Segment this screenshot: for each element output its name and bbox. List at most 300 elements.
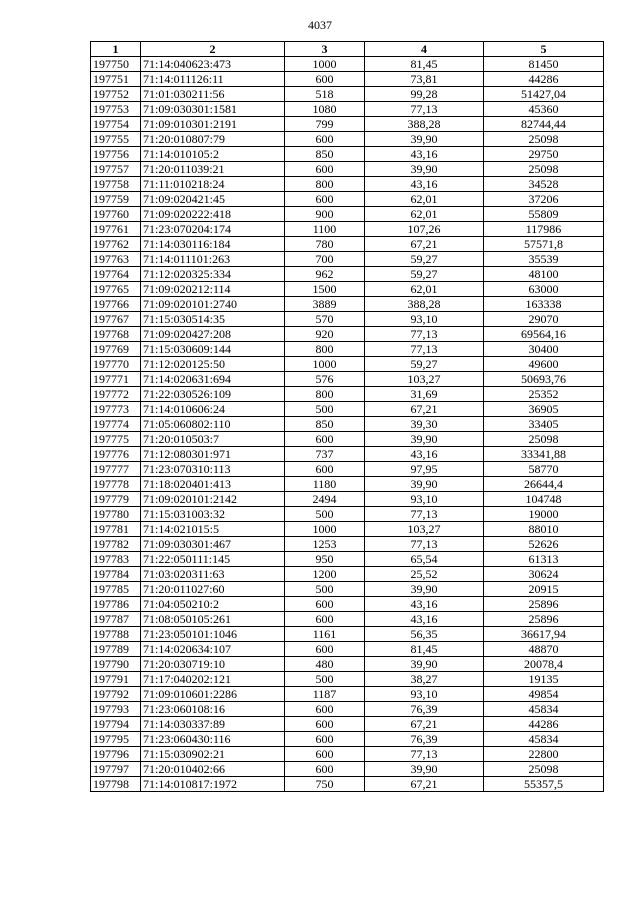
- cadastral-number-cell: 71:14:011126:11: [141, 72, 285, 87]
- area-cell: 570: [285, 312, 365, 327]
- amount-cell: 25896: [484, 597, 604, 612]
- table-row: [91, 57, 604, 72]
- rate-cell: 81,45: [365, 642, 484, 657]
- table-row: [91, 747, 604, 762]
- cadastral-number-cell: 71:01:030211:56: [141, 87, 285, 102]
- amount-cell: 19000: [484, 507, 604, 522]
- area-cell: 600: [285, 132, 365, 147]
- amount-cell: 49600: [484, 357, 604, 372]
- row-number-cell: 197789: [91, 642, 141, 657]
- table-row: [91, 672, 604, 687]
- amount-cell: 63000: [484, 282, 604, 297]
- cadastral-number-cell: 71:14:020631:694: [141, 372, 285, 387]
- rate-cell: 388,28: [365, 117, 484, 132]
- row-number-cell: 197797: [91, 762, 141, 777]
- table-row: [91, 162, 604, 177]
- row-number-cell: 197792: [91, 687, 141, 702]
- cadastral-number-cell: 71:14:010105:2: [141, 147, 285, 162]
- area-cell: 1253: [285, 537, 365, 552]
- cadastral-number-cell: 71:14:011101:263: [141, 252, 285, 267]
- row-number-cell: 197773: [91, 402, 141, 417]
- table-row: [91, 147, 604, 162]
- rate-cell: 93,10: [365, 312, 484, 327]
- table-row: [91, 777, 604, 792]
- row-number-cell: 197791: [91, 672, 141, 687]
- table-row: [91, 372, 604, 387]
- cadastral-number-cell: 71:23:050101:1046: [141, 627, 285, 642]
- amount-cell: 45834: [484, 702, 604, 717]
- area-cell: 576: [285, 372, 365, 387]
- table-row: [91, 342, 604, 357]
- area-cell: 3889: [285, 297, 365, 312]
- amount-cell: 52626: [484, 537, 604, 552]
- rate-cell: 43,16: [365, 177, 484, 192]
- rate-cell: 43,16: [365, 612, 484, 627]
- amount-cell: 19135: [484, 672, 604, 687]
- cadastral-number-cell: 71:20:010807:79: [141, 132, 285, 147]
- cadastral-number-cell: 71:20:030719:10: [141, 657, 285, 672]
- table-row: [91, 177, 604, 192]
- cadastral-number-cell: 71:20:011039:21: [141, 162, 285, 177]
- table-row: [91, 462, 604, 477]
- table-row: [91, 102, 604, 117]
- row-number-cell: 197795: [91, 732, 141, 747]
- amount-cell: 81450: [484, 57, 604, 72]
- rate-cell: 67,21: [365, 402, 484, 417]
- rate-cell: 93,10: [365, 492, 484, 507]
- rate-cell: 76,39: [365, 732, 484, 747]
- rate-cell: 81,45: [365, 57, 484, 72]
- amount-cell: 25098: [484, 132, 604, 147]
- row-number-cell: 197779: [91, 492, 141, 507]
- row-number-cell: 197796: [91, 747, 141, 762]
- area-cell: 500: [285, 402, 365, 417]
- cadastral-number-cell: 71:14:010817:1972: [141, 777, 285, 792]
- area-cell: 600: [285, 747, 365, 762]
- row-number-cell: 197767: [91, 312, 141, 327]
- amount-cell: 69564,16: [484, 327, 604, 342]
- area-cell: 600: [285, 432, 365, 447]
- row-number-cell: 197788: [91, 627, 141, 642]
- table-row: [91, 192, 604, 207]
- cadastral-number-cell: 71:20:011027:60: [141, 582, 285, 597]
- row-number-cell: 197787: [91, 612, 141, 627]
- rate-cell: 39,90: [365, 582, 484, 597]
- rate-cell: 67,21: [365, 717, 484, 732]
- row-number-cell: 197764: [91, 267, 141, 282]
- column-header-1: 1: [91, 42, 141, 57]
- amount-cell: 33405: [484, 417, 604, 432]
- amount-cell: 50693,76: [484, 372, 604, 387]
- cadastral-number-cell: 71:08:050105:261: [141, 612, 285, 627]
- row-number-cell: 197786: [91, 597, 141, 612]
- table-row: [91, 387, 604, 402]
- row-number-cell: 197775: [91, 432, 141, 447]
- amount-cell: 61313: [484, 552, 604, 567]
- table-row: [91, 237, 604, 252]
- area-cell: 600: [285, 462, 365, 477]
- row-number-cell: 197771: [91, 372, 141, 387]
- row-number-cell: 197765: [91, 282, 141, 297]
- area-cell: 1180: [285, 477, 365, 492]
- amount-cell: 37206: [484, 192, 604, 207]
- table-row: [91, 417, 604, 432]
- column-header-5: 5: [484, 42, 604, 57]
- rate-cell: 103,27: [365, 522, 484, 537]
- row-number-cell: 197750: [91, 57, 141, 72]
- cadastral-number-cell: 71:12:020125:50: [141, 357, 285, 372]
- cadastral-number-cell: 71:09:010601:2286: [141, 687, 285, 702]
- amount-cell: 25098: [484, 762, 604, 777]
- cadastral-number-cell: 71:14:030116:184: [141, 237, 285, 252]
- cadastral-number-cell: 71:09:020427:208: [141, 327, 285, 342]
- column-header-3: 3: [285, 42, 365, 57]
- amount-cell: 30624: [484, 567, 604, 582]
- cadastral-number-cell: 71:14:020634:107: [141, 642, 285, 657]
- rate-cell: 39,90: [365, 162, 484, 177]
- table-row: [91, 642, 604, 657]
- row-number-cell: 197783: [91, 552, 141, 567]
- amount-cell: 44286: [484, 717, 604, 732]
- amount-cell: 44286: [484, 72, 604, 87]
- row-number-cell: 197754: [91, 117, 141, 132]
- table-row: [91, 567, 604, 582]
- rate-cell: 77,13: [365, 327, 484, 342]
- table-row: [91, 762, 604, 777]
- area-cell: 600: [285, 162, 365, 177]
- cadastral-number-cell: 71:14:021015:5: [141, 522, 285, 537]
- cadastral-number-cell: 71:22:030526:109: [141, 387, 285, 402]
- amount-cell: 163338: [484, 297, 604, 312]
- row-number-cell: 197768: [91, 327, 141, 342]
- row-number-cell: 197793: [91, 702, 141, 717]
- cadastral-number-cell: 71:03:020311:63: [141, 567, 285, 582]
- table-row: [91, 267, 604, 282]
- rate-cell: 67,21: [365, 777, 484, 792]
- table-row: [91, 597, 604, 612]
- area-cell: 600: [285, 762, 365, 777]
- cadastral-number-cell: 71:18:020401:413: [141, 477, 285, 492]
- header-row: [91, 42, 604, 57]
- rate-cell: 59,27: [365, 252, 484, 267]
- area-cell: 600: [285, 702, 365, 717]
- area-cell: 950: [285, 552, 365, 567]
- rate-cell: 39,90: [365, 477, 484, 492]
- amount-cell: 22800: [484, 747, 604, 762]
- area-cell: 962: [285, 267, 365, 282]
- row-number-cell: 197757: [91, 162, 141, 177]
- rate-cell: 59,27: [365, 357, 484, 372]
- table-row: [91, 327, 604, 342]
- area-cell: 480: [285, 657, 365, 672]
- cadastral-number-cell: 71:15:030609:144: [141, 342, 285, 357]
- area-cell: 737: [285, 447, 365, 462]
- row-number-cell: 197782: [91, 537, 141, 552]
- amount-cell: 82744,44: [484, 117, 604, 132]
- rate-cell: 59,27: [365, 267, 484, 282]
- cadastral-number-cell: 71:23:060430:116: [141, 732, 285, 747]
- rate-cell: 39,90: [365, 657, 484, 672]
- cadastral-number-cell: 71:12:020325:334: [141, 267, 285, 282]
- table-row: [91, 702, 604, 717]
- rate-cell: 77,13: [365, 342, 484, 357]
- page-number: 4037: [308, 18, 332, 32]
- rate-cell: 77,13: [365, 537, 484, 552]
- amount-cell: 55809: [484, 207, 604, 222]
- row-number-cell: 197790: [91, 657, 141, 672]
- rate-cell: 39,90: [365, 762, 484, 777]
- cadastral-number-cell: 71:20:010402:66: [141, 762, 285, 777]
- row-number-cell: 197776: [91, 447, 141, 462]
- amount-cell: 45360: [484, 102, 604, 117]
- rate-cell: 43,16: [365, 597, 484, 612]
- row-number-cell: 197777: [91, 462, 141, 477]
- rate-cell: 99,28: [365, 87, 484, 102]
- cadastral-number-cell: 71:09:030301:467: [141, 537, 285, 552]
- row-number-cell: 197774: [91, 417, 141, 432]
- cadastral-number-cell: 71:15:030902:21: [141, 747, 285, 762]
- cadastral-number-cell: 71:12:080301:971: [141, 447, 285, 462]
- area-cell: 800: [285, 387, 365, 402]
- area-cell: 1187: [285, 687, 365, 702]
- amount-cell: 58770: [484, 462, 604, 477]
- cadastral-number-cell: 71:14:040623:473: [141, 57, 285, 72]
- row-number-cell: 197766: [91, 297, 141, 312]
- amount-cell: 29070: [484, 312, 604, 327]
- cadastral-number-cell: 71:09:020212:114: [141, 282, 285, 297]
- column-header-2: 2: [141, 42, 285, 57]
- amount-cell: 20915: [484, 582, 604, 597]
- table-row: [91, 477, 604, 492]
- amount-cell: 48870: [484, 642, 604, 657]
- cadastral-number-cell: 71:17:040202:121: [141, 672, 285, 687]
- area-cell: 500: [285, 507, 365, 522]
- row-number-cell: 197752: [91, 87, 141, 102]
- table-row: [91, 582, 604, 597]
- area-cell: 799: [285, 117, 365, 132]
- table-row: [91, 507, 604, 522]
- cadastral-number-cell: 71:14:010606:24: [141, 402, 285, 417]
- row-number-cell: 197770: [91, 357, 141, 372]
- amount-cell: 25896: [484, 612, 604, 627]
- area-cell: 1080: [285, 102, 365, 117]
- row-number-cell: 197755: [91, 132, 141, 147]
- cadastral-number-cell: 71:22:050111:145: [141, 552, 285, 567]
- row-number-cell: 197772: [91, 387, 141, 402]
- table-row: [91, 432, 604, 447]
- cadastral-number-cell: 71:23:060108:16: [141, 702, 285, 717]
- rate-cell: 62,01: [365, 192, 484, 207]
- area-cell: 600: [285, 717, 365, 732]
- area-cell: 600: [285, 612, 365, 627]
- area-cell: 1000: [285, 522, 365, 537]
- rate-cell: 62,01: [365, 282, 484, 297]
- cadastral-number-cell: 71:09:020101:2740: [141, 297, 285, 312]
- table-row: [91, 282, 604, 297]
- amount-cell: 29750: [484, 147, 604, 162]
- table-row: [91, 687, 604, 702]
- rate-cell: 25,52: [365, 567, 484, 582]
- rate-cell: 93,10: [365, 687, 484, 702]
- area-cell: 780: [285, 237, 365, 252]
- cadastral-number-cell: 71:23:070310:113: [141, 462, 285, 477]
- rate-cell: 56,35: [365, 627, 484, 642]
- table-row: [91, 447, 604, 462]
- rate-cell: 39,30: [365, 417, 484, 432]
- row-number-cell: 197778: [91, 477, 141, 492]
- row-number-cell: 197780: [91, 507, 141, 522]
- rate-cell: 65,54: [365, 552, 484, 567]
- row-number-cell: 197763: [91, 252, 141, 267]
- rate-cell: 73,81: [365, 72, 484, 87]
- area-cell: 600: [285, 72, 365, 87]
- row-number-cell: 197751: [91, 72, 141, 87]
- rate-cell: 77,13: [365, 507, 484, 522]
- cadastral-number-cell: 71:15:030514:35: [141, 312, 285, 327]
- row-number-cell: 197785: [91, 582, 141, 597]
- area-cell: 1100: [285, 222, 365, 237]
- table-row: [91, 357, 604, 372]
- table-row: [91, 612, 604, 627]
- amount-cell: 36905: [484, 402, 604, 417]
- area-cell: 1000: [285, 357, 365, 372]
- amount-cell: 25352: [484, 387, 604, 402]
- rate-cell: 103,27: [365, 372, 484, 387]
- rate-cell: 388,28: [365, 297, 484, 312]
- area-cell: 920: [285, 327, 365, 342]
- column-header-4: 4: [365, 42, 484, 57]
- table-row: [91, 657, 604, 672]
- area-cell: 600: [285, 192, 365, 207]
- area-cell: 518: [285, 87, 365, 102]
- amount-cell: 34528: [484, 177, 604, 192]
- cadastral-number-cell: 71:20:010503:7: [141, 432, 285, 447]
- row-number-cell: 197798: [91, 777, 141, 792]
- area-cell: 1161: [285, 627, 365, 642]
- table-row: [91, 402, 604, 417]
- rate-cell: 43,16: [365, 147, 484, 162]
- rate-cell: 43,16: [365, 447, 484, 462]
- cadastral-number-cell: 71:14:030337:89: [141, 717, 285, 732]
- area-cell: 750: [285, 777, 365, 792]
- row-number-cell: 197761: [91, 222, 141, 237]
- table-row: [91, 132, 604, 147]
- cadastral-number-cell: 71:09:020222:418: [141, 207, 285, 222]
- amount-cell: 88010: [484, 522, 604, 537]
- table-row: [91, 87, 604, 102]
- rate-cell: 31,69: [365, 387, 484, 402]
- amount-cell: 49854: [484, 687, 604, 702]
- row-number-cell: 197784: [91, 567, 141, 582]
- cadastral-number-cell: 71:11:010218:24: [141, 177, 285, 192]
- rate-cell: 38,27: [365, 672, 484, 687]
- area-cell: 600: [285, 732, 365, 747]
- rate-cell: 97,95: [365, 462, 484, 477]
- area-cell: 500: [285, 582, 365, 597]
- row-number-cell: 197781: [91, 522, 141, 537]
- row-number-cell: 197794: [91, 717, 141, 732]
- cadastral-number-cell: 71:05:060802:110: [141, 417, 285, 432]
- rate-cell: 77,13: [365, 747, 484, 762]
- table-row: [91, 312, 604, 327]
- amount-cell: 30400: [484, 342, 604, 357]
- table-row: [91, 627, 604, 642]
- area-cell: 700: [285, 252, 365, 267]
- rate-cell: 107,26: [365, 222, 484, 237]
- area-cell: 850: [285, 147, 365, 162]
- amount-cell: 55357,5: [484, 777, 604, 792]
- rate-cell: 62,01: [365, 207, 484, 222]
- amount-cell: 26644,4: [484, 477, 604, 492]
- rate-cell: 39,90: [365, 432, 484, 447]
- amount-cell: 117986: [484, 222, 604, 237]
- amount-cell: 57571,8: [484, 237, 604, 252]
- amount-cell: 36617,94: [484, 627, 604, 642]
- area-cell: 1000: [285, 57, 365, 72]
- area-cell: 1200: [285, 567, 365, 582]
- amount-cell: 25098: [484, 432, 604, 447]
- table-row: [91, 117, 604, 132]
- table-row: [91, 72, 604, 87]
- cadastral-number-cell: 71:09:020421:45: [141, 192, 285, 207]
- area-cell: 800: [285, 177, 365, 192]
- table-row: [91, 222, 604, 237]
- row-number-cell: 197760: [91, 207, 141, 222]
- rate-cell: 39,90: [365, 132, 484, 147]
- cadastral-number-cell: 71:09:010301:2191: [141, 117, 285, 132]
- data-table: [90, 41, 604, 792]
- amount-cell: 51427,04: [484, 87, 604, 102]
- table-row: [91, 297, 604, 312]
- rate-cell: 77,13: [365, 102, 484, 117]
- table-row: [91, 492, 604, 507]
- cadastral-number-cell: 71:04:050210:2: [141, 597, 285, 612]
- table-row: [91, 717, 604, 732]
- amount-cell: 33341,88: [484, 447, 604, 462]
- amount-cell: 25098: [484, 162, 604, 177]
- area-cell: 600: [285, 642, 365, 657]
- table-row: [91, 522, 604, 537]
- row-number-cell: 197758: [91, 177, 141, 192]
- table-row: [91, 732, 604, 747]
- cadastral-number-cell: 71:09:020101:2142: [141, 492, 285, 507]
- row-number-cell: 197762: [91, 237, 141, 252]
- area-cell: 600: [285, 597, 365, 612]
- area-cell: 900: [285, 207, 365, 222]
- row-number-cell: 197756: [91, 147, 141, 162]
- area-cell: 850: [285, 417, 365, 432]
- amount-cell: 20078,4: [484, 657, 604, 672]
- row-number-cell: 197759: [91, 192, 141, 207]
- area-cell: 800: [285, 342, 365, 357]
- area-cell: 2494: [285, 492, 365, 507]
- cadastral-number-cell: 71:09:030301:1581: [141, 102, 285, 117]
- rate-cell: 67,21: [365, 237, 484, 252]
- table-row: [91, 207, 604, 222]
- row-number-cell: 197753: [91, 102, 141, 117]
- area-cell: 1500: [285, 282, 365, 297]
- cadastral-number-cell: 71:15:031003:32: [141, 507, 285, 522]
- rate-cell: 76,39: [365, 702, 484, 717]
- table-body: [91, 57, 604, 792]
- cadastral-number-cell: 71:23:070204:174: [141, 222, 285, 237]
- table-row: [91, 537, 604, 552]
- area-cell: 500: [285, 672, 365, 687]
- amount-cell: 45834: [484, 732, 604, 747]
- table-row: [91, 552, 604, 567]
- amount-cell: 48100: [484, 267, 604, 282]
- amount-cell: 35539: [484, 252, 604, 267]
